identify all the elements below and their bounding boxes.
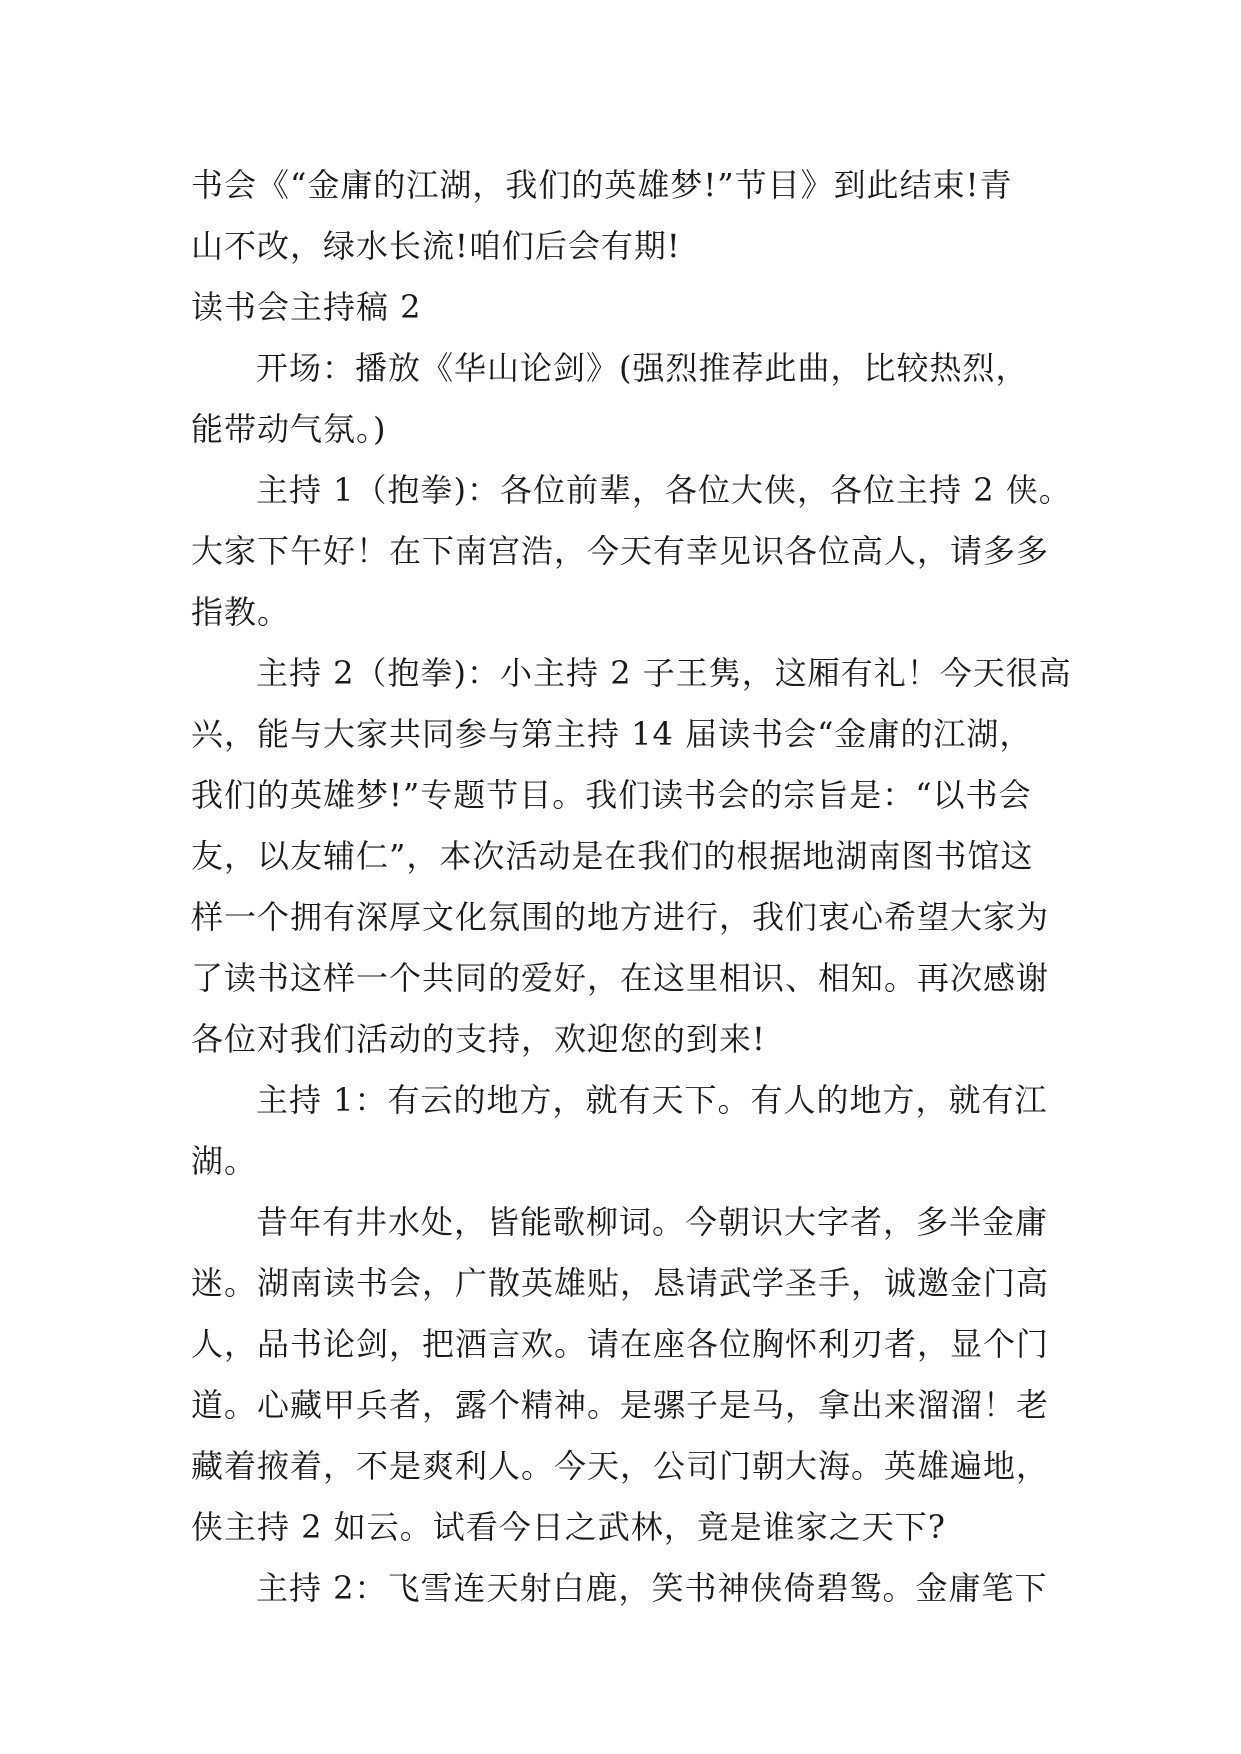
text-line: 指教。 (191, 593, 291, 631)
text-line: 昔年有井水处，皆能歌柳词。今朝识大字者，多半金庸 (256, 1203, 1049, 1241)
text-line: 主持 1（抱拳)：各位前辈，各位大侠，各位主持 2 侠。 (256, 471, 1072, 509)
text-line: 主持 1：有云的地方，就有天下。有人的地方，就有江 (256, 1081, 1048, 1119)
text-line: 开场：播放《华山论剑》(强烈推荐此曲，比较热烈， (256, 349, 1029, 387)
text-line: 藏着掖着，不是爽利人。今天，公司门朝大海。英雄遍地， (191, 1447, 1050, 1485)
section-heading: 读书会主持稿 2 (191, 288, 422, 326)
text-line: 大家下午好！在下南宫浩，今天有幸见识各位高人，请多多 (191, 532, 1050, 570)
text-line: 人，品书论剑，把酒言欢。请在座各位胸怀利刃者，显个门 (191, 1325, 1050, 1363)
text-line: 山不改，绿水长流!咱们后会有期! (191, 227, 681, 265)
text-line: 了读书这样一个共同的爱好，在这里相识、相知。再次感谢 (191, 959, 1050, 997)
text-line: 友，以友辅仁”，本次活动是在我们的根据地湖南图书馆这 (191, 837, 1034, 875)
text-line: 书会《“金庸的江湖，我们的英雄梦!”节目》到此结束!青 (191, 166, 1013, 204)
text-line: 道。心藏甲兵者，露个精神。是骡子是马，拿出来溜溜！老 (191, 1386, 1050, 1424)
text-line: 主持 2（抱拳)：小主持 2 子王隽，这厢有礼！今天很高 (256, 654, 1072, 692)
text-line: 样一个拥有深厚文化氛围的地方进行，我们衷心希望大家为 (191, 898, 1050, 936)
text-line: 迷。湖南读书会，广散英雄贴，恳请武学圣手，诚邀金门高 (191, 1264, 1050, 1302)
text-line: 湖。 (191, 1142, 258, 1180)
text-line: 我们的英雄梦!”专题节目。我们读书会的宗旨是：“以书会 (191, 776, 1032, 814)
document-body (191, 155, 1072, 1619)
text-line: 兴，能与大家共同参与第主持 14 届读书会“金庸的江湖， (191, 715, 1033, 753)
text-line: 主持 2：飞雪连天射白鹿，笑书神侠倚碧鸳。金庸笔下 (256, 1569, 1048, 1607)
text-line: 侠主持 2 如云。试看今日之武林，竟是谁家之天下? (191, 1508, 946, 1546)
text-line: 能带动气氛。) (191, 410, 387, 448)
text-line: 各位对我们活动的支持，欢迎您的到来! (191, 1020, 766, 1058)
